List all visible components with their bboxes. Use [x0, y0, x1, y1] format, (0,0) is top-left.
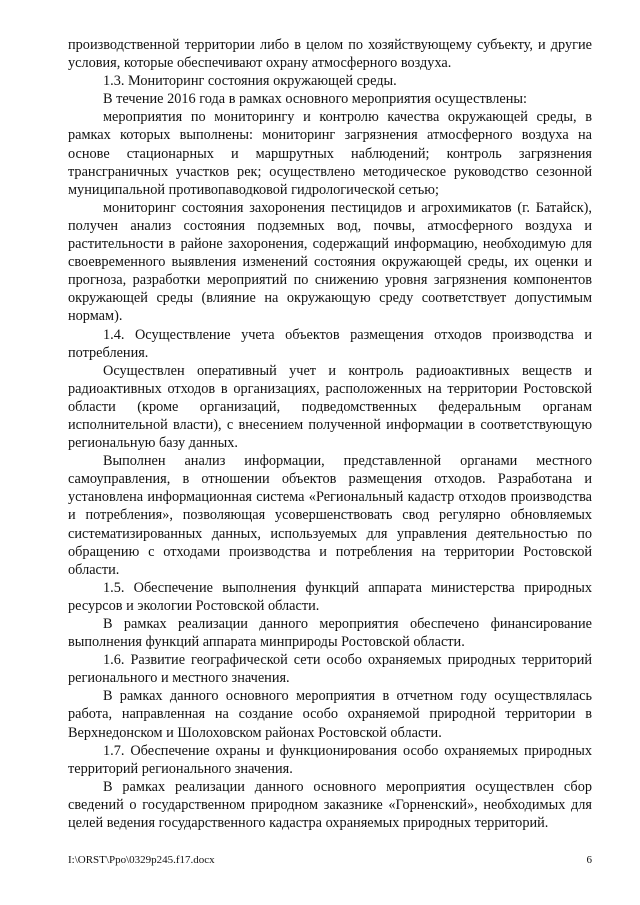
paragraph: В рамках реализации данного мероприятия обеспечено финансирование выполнения функций аппарата минприроды Ростовской области.	[68, 616, 592, 651]
paragraph: В рамках данного основного мероприятия в отчетном году осуществлялась работа, направленная на создание особо охраняемой природной территории в Верхнедонском и Шолоховском районах Ростовской области.	[68, 688, 592, 741]
paragraph: Осуществлен оперативный учет и контроль радиоактивных веществ и радиоактивных отходов в организациях, расположенных на территории Ростовской области (кроме организаций, подведомственных федеральным органам исполнительной власти), с внесением полученной информации в соответствующую региональную базу данных.	[68, 362, 592, 452]
section-heading-1-6: 1.6. Развитие географической сети особо охраняемых природных территорий регионального и местного значения.	[68, 652, 592, 687]
paragraph: Выполнен анализ информации, представленной органами местного самоуправления, в отношении объектов размещения отходов. Разработана и установлена информационная система «Региональный кадастр отходов производства и потребления», позволяющая усовершенствовать свод регулярно обновляемых систематизированных данных, используемых для управления деятельностью по обращению с отходами производства и потребления на территории Ростовской области.	[68, 453, 592, 578]
section-heading-1-4: 1.4. Осуществление учета объектов размещения отходов производства и потребления.	[68, 326, 592, 361]
paragraph: мероприятия по мониторингу и контролю качества окружающей среды, в рамках которых выполнены: мониторинг загрязнения атмосферного воздуха на основе стационарных и маршрутных наблюдений; контроль загрязнения трансграничных участков рек; осуществлено методическое руководство сезонной муниципальной противопаводковой гидрологической сетью;	[68, 109, 592, 198]
section-heading-1-7: 1.7. Обеспечение охраны и функционирования особо охраняемых природных территорий регионального значения.	[68, 742, 592, 777]
page-number: 6	[586, 854, 592, 866]
paragraph: В течение 2016 года в рамках основного мероприятия осуществлены:	[103, 91, 527, 108]
paragraph: мониторинг состояния захоронения пестицидов и агрохимикатов (г. Батайск), получен анализ состояния подземных вод, почвы, атмосферного воздуха и растительности в районе захоронения, содержащий информацию, необходимую для своевременного выявления изменений состояния окружающей среды, их оценки и прогноза, разработки мероприятий по снижению уровня загрязнения компонентов окружающей среды (влияние на окружающую среду соответствует допустимым нормам).	[68, 199, 592, 325]
file-path: I:\ORST\Ppo\0329p245.f17.docx	[68, 854, 215, 866]
paragraph-continuation: производственной территории либо в целом по хозяйствующему субъекту, и другие условия, которые обеспечивают охрану атмосферного воздуха.	[68, 37, 592, 72]
document-body	[68, 36, 592, 832]
section-heading-1-3: 1.3. Мониторинг состояния окружающей среды.	[103, 73, 397, 90]
page-footer	[68, 854, 592, 867]
paragraph: В рамках реализации данного основного мероприятия осуществлен сбор сведений о государственном природном заказнике «Горненский», необходимых для целей ведения государственного кадастра охраняемых природных территорий.	[68, 778, 592, 832]
section-heading-1-5: 1.5. Обеспечение выполнения функций аппарата министерства природных ресурсов и экологии Ростовской области.	[68, 579, 592, 614]
